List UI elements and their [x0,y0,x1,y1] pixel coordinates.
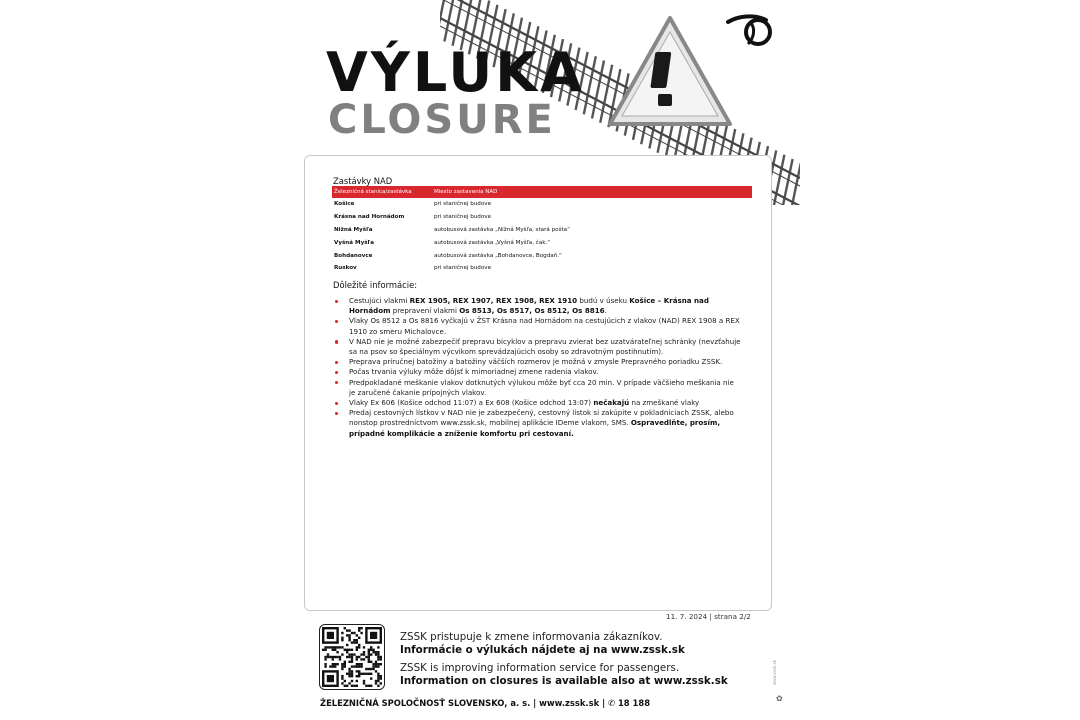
qr-module [341,646,343,648]
qr-module [360,673,362,675]
stop-location: autobusová zastávka „Vyšná Myšľa, čak.“ [434,239,551,246]
info-bold: Košice – Krásna nad Hornádom [349,296,709,316]
qr-module [368,651,370,653]
qr-module [370,649,372,651]
qr-module [372,651,374,653]
qr-module [358,665,360,667]
qr-module [372,663,374,665]
qr-module [346,649,348,651]
qr-module [372,665,374,667]
qr-module [351,661,353,663]
qr-module [377,680,379,682]
column-header-location: Miesto zastavenia NAD [432,186,752,198]
qr-module [353,632,355,634]
qr-module [332,646,334,648]
list-item [332,398,742,408]
qr-module [351,665,353,667]
credit-text: www.zssk.sk [772,660,777,685]
qr-module [358,637,360,639]
qr-module [372,668,374,670]
qr-module [360,663,362,665]
qr-module [380,663,382,665]
qr-module [353,639,355,641]
qr-module [368,656,370,658]
qr-module [356,663,358,665]
qr-module [351,670,353,672]
qr-module [332,649,334,651]
qr-module [344,649,346,651]
qr-module [332,658,334,660]
qr-module [358,646,360,648]
qr-module [368,649,370,651]
qr-module [324,665,326,667]
qr-module [329,665,331,667]
qr-module [356,656,358,658]
qr-module [346,644,348,646]
qr-module [348,661,350,663]
page-subtitle: CLOSURE [328,97,556,143]
qr-module [344,665,346,667]
qr-finder [370,632,377,639]
qr-module [334,649,336,651]
qr-module [358,673,360,675]
qr-module [377,673,379,675]
info-text: Vlaky Ex 606 (Košice odchod 11:07) a Ex 608 (Košice odchod 13:07) [349,398,594,408]
qr-module [368,673,370,675]
qr-module [353,685,355,687]
stops-table [332,186,752,275]
qr-module [353,665,355,667]
qr-module [346,685,348,687]
info-text: na zmeškané vlaky [629,398,700,408]
info-bold: Ospravedlňte, prosím, prípadné komplikácie a zníženie komfortu pri cestovaní. [349,418,721,438]
qr-module [377,663,379,665]
qr-module [377,653,379,655]
qr-module [344,627,346,629]
qr-module [351,673,353,675]
qr-module [339,656,341,658]
qr-module [380,682,382,684]
qr-module [327,646,329,648]
stop-name: Nižná Myšľa [334,226,373,233]
qr-module [380,677,382,679]
qr-module [346,629,348,631]
zssk-logo-icon [726,14,774,46]
qr-module [348,637,350,639]
qr-module [377,646,379,648]
qr-module [344,661,346,663]
footer-en-line1: ZSSK is improving information service for passengers. [400,662,680,674]
qr-module [329,656,331,658]
info-section-title: Dôležité informácie: [333,280,418,290]
qr-module [377,658,379,660]
qr-module [351,675,353,677]
stop-name: Ruskov [334,265,357,272]
table-row [332,198,752,211]
qr-module [358,656,360,658]
qr-module [380,658,382,660]
info-text: budú v úseku [577,296,630,305]
qr-module [348,656,350,658]
stop-name: Krásna nad Hornádom [334,214,405,221]
list-item: Preprava príručnej batožiny a batožiny väčších rozmerov je možná v zmysle Prepravného poriadku ZSSK. [332,357,742,367]
qr-module [336,663,338,665]
qr-module [356,639,358,641]
info-list [332,296,742,439]
qr-module [377,675,379,677]
table-row [332,224,752,237]
qr-module [377,651,379,653]
qr-module [346,651,348,653]
qr-code-icon [322,627,382,687]
qr-module [356,649,358,651]
company-footer: ŽELEZNIČNÁ SPOLOČNOSŤ SLOVENSKO, a. s. | www.zssk.sk | ✆ 18 188 [320,698,651,708]
qr-module [368,658,370,660]
qr-module [351,680,353,682]
qr-module [336,646,338,648]
qr-module [363,658,365,660]
qr-module [327,656,329,658]
qr-module [377,685,379,687]
qr-module [375,663,377,665]
qr-module [370,677,372,679]
qr-module [360,632,362,634]
table-row [332,262,752,275]
column-header-station: Železničná stanica/zastávka [332,186,432,198]
footer-en-line2[interactable]: Information on closures is available also at www.zssk.sk [400,675,728,687]
qr-module [363,651,365,653]
qr-module [358,629,360,631]
page-title: VÝLUKA [326,41,585,104]
qr-module [339,646,341,648]
qr-module [375,670,377,672]
qr-module [365,673,367,675]
qr-module [341,637,343,639]
qr-finder [327,632,334,639]
footer-sk-line1: ZSSK pristupuje k zmene informovania zákazníkov. [400,631,663,643]
stop-name: Bohdanovce [334,252,373,259]
qr-module [348,668,350,670]
qr-module [356,634,358,636]
table-row [332,236,752,249]
qr-module [348,634,350,636]
qr-code[interactable] [319,624,385,690]
qr-module [372,649,374,651]
qr-module [365,668,367,670]
qr-module [358,663,360,665]
qr-module [356,670,358,672]
qr-module [370,653,372,655]
info-text: . [604,306,607,316]
qr-module [339,658,341,660]
qr-module [341,668,343,670]
qr-module [348,670,350,672]
page-info: 11. 7. 2024 | strana 2/2 [666,612,751,621]
qr-module [348,629,350,631]
qr-module [375,680,377,682]
content-panel [304,155,772,611]
qr-module [368,661,370,663]
qr-finder [327,675,334,682]
qr-module [344,685,346,687]
stop-name: Košice [334,201,355,208]
qr-module [351,656,353,658]
qr-module [341,682,343,684]
qr-module [336,651,338,653]
warning-triangle-icon [604,12,736,132]
qr-module [375,653,377,655]
qr-module [363,682,365,684]
qr-module [360,627,362,629]
qr-module [380,656,382,658]
qr-module [324,656,326,658]
list-item [332,408,742,439]
qr-module [380,675,382,677]
qr-module [375,651,377,653]
qr-module [360,665,362,667]
qr-module [351,685,353,687]
qr-module [356,665,358,667]
stop-name: Vyšná Myšľa [334,239,375,246]
qr-module [363,646,365,648]
qr-module [327,653,329,655]
qr-module [356,641,358,643]
qr-module [348,649,350,651]
qr-module [360,658,362,660]
stop-location: pri staničnej budove [434,214,492,221]
qr-module [351,649,353,651]
qr-module [365,685,367,687]
stop-location: autobusová zastávka „Bohdanovce, Bogdaň.“ [434,252,562,259]
qr-module [341,632,343,634]
qr-module [377,656,379,658]
qr-module [346,656,348,658]
qr-module [356,658,358,660]
qr-module [334,646,336,648]
qr-module [341,639,343,641]
qr-module [375,661,377,663]
qr-module [332,665,334,667]
qr-module [365,656,367,658]
qr-module [370,668,372,670]
qr-module [348,639,350,641]
qr-module [348,675,350,677]
footer-sk-line2[interactable]: Informácie o výlukách nájdete aj na www.zssk.sk [400,644,685,656]
qr-module [324,658,326,660]
qr-module [348,673,350,675]
qr-module [341,677,343,679]
qr-module [324,649,326,651]
info-bold: nečakajú [593,398,630,408]
qr-module [341,663,343,665]
qr-module [358,670,360,672]
qr-module [334,656,336,658]
qr-module [356,675,358,677]
info-bold: Os 8513, Os 8517, Os 8512, Os 8816 [459,306,605,316]
qr-module [351,641,353,643]
qr-module [351,653,353,655]
qr-module [334,665,336,667]
info-bold: REX 1905, REX 1907, REX 1908, REX 1910 [409,296,578,305]
info-text: Predaj cestovných lístkov v NAD nie je zabezpečený, cestovný lístok si zakúpite v pokladniciach ZSSK, alebo nonstop prostredníctvom www.zssk.sk, mobilnej aplikácie IDeme vlakom, SMS. [349,408,734,428]
qr-module [334,663,336,665]
list-item [332,296,742,316]
qr-module [341,665,343,667]
qr-module [344,680,346,682]
table-row [332,211,752,224]
stop-location: autobusová zastávka „Nižná Myšľa, stará pošta“ [434,226,570,233]
qr-module [348,682,350,684]
qr-module [324,646,326,648]
info-text: Cestujúci vlakmi [349,296,410,305]
table-row [332,249,752,262]
stops-section-title: Zastávky NAD [333,176,393,186]
qr-module [358,675,360,677]
qr-module [356,646,358,648]
qr-module [332,663,334,665]
qr-module [329,646,331,648]
qr-module [370,685,372,687]
qr-module [370,646,372,648]
stop-location: pri staničnej budove [434,265,492,272]
qr-module [348,653,350,655]
qr-module [363,680,365,682]
qr-module [377,665,379,667]
qr-module [351,632,353,634]
qr-module [351,658,353,660]
qr-module [341,653,343,655]
qr-module [363,673,365,675]
qr-module [368,653,370,655]
qr-module [370,661,372,663]
qr-module [341,675,343,677]
qr-module [332,656,334,658]
qr-module [363,653,365,655]
qr-module [358,627,360,629]
qr-module [322,649,324,651]
qr-module [346,634,348,636]
info-text: prepravení vlakmi [390,306,460,316]
qr-module [368,685,370,687]
list-item: V NAD nie je možné zabezpečiť prepravu bicyklov a prepravu zvierat bez uzatvárateľnej schránky (nevzťahuje sa na psov so špeciálnym výcvikom sprevádzajúcich osoby so zdravotným postihnutím). [332,337,742,357]
qr-module [358,644,360,646]
qr-module [368,668,370,670]
list-item: Vlaky Os 8512 a Os 8816 vyčkajú v ŽST Krásna nad Hornádom na cestujúcich z vlakov (NAD) REX 1908 a REX 1910 zo smeru Michalovce. [332,316,742,336]
list-item: Počas trvania výluky môže dôjsť k mimoriadnej zmene radenia vlakov. [332,367,742,377]
settings-icon: ✿ [776,694,783,703]
qr-module [356,680,358,682]
qr-module [353,653,355,655]
qr-module [324,663,326,665]
qr-module [336,656,338,658]
qr-module [356,685,358,687]
qr-module [344,663,346,665]
list-item: Predpokladané meškanie vlakov dotknutých výlukou môže byť cca 20 min. V prípade väčšieho meškania nie je zaručené čakanie prípojných vlakov. [332,378,742,398]
qr-module [353,641,355,643]
qr-module [346,673,348,675]
qr-module [375,682,377,684]
qr-module [377,677,379,679]
qr-module [375,665,377,667]
stop-location: pri staničnej budove [434,201,492,208]
qr-module [360,653,362,655]
table-header-row [332,186,752,198]
qr-module [370,673,372,675]
